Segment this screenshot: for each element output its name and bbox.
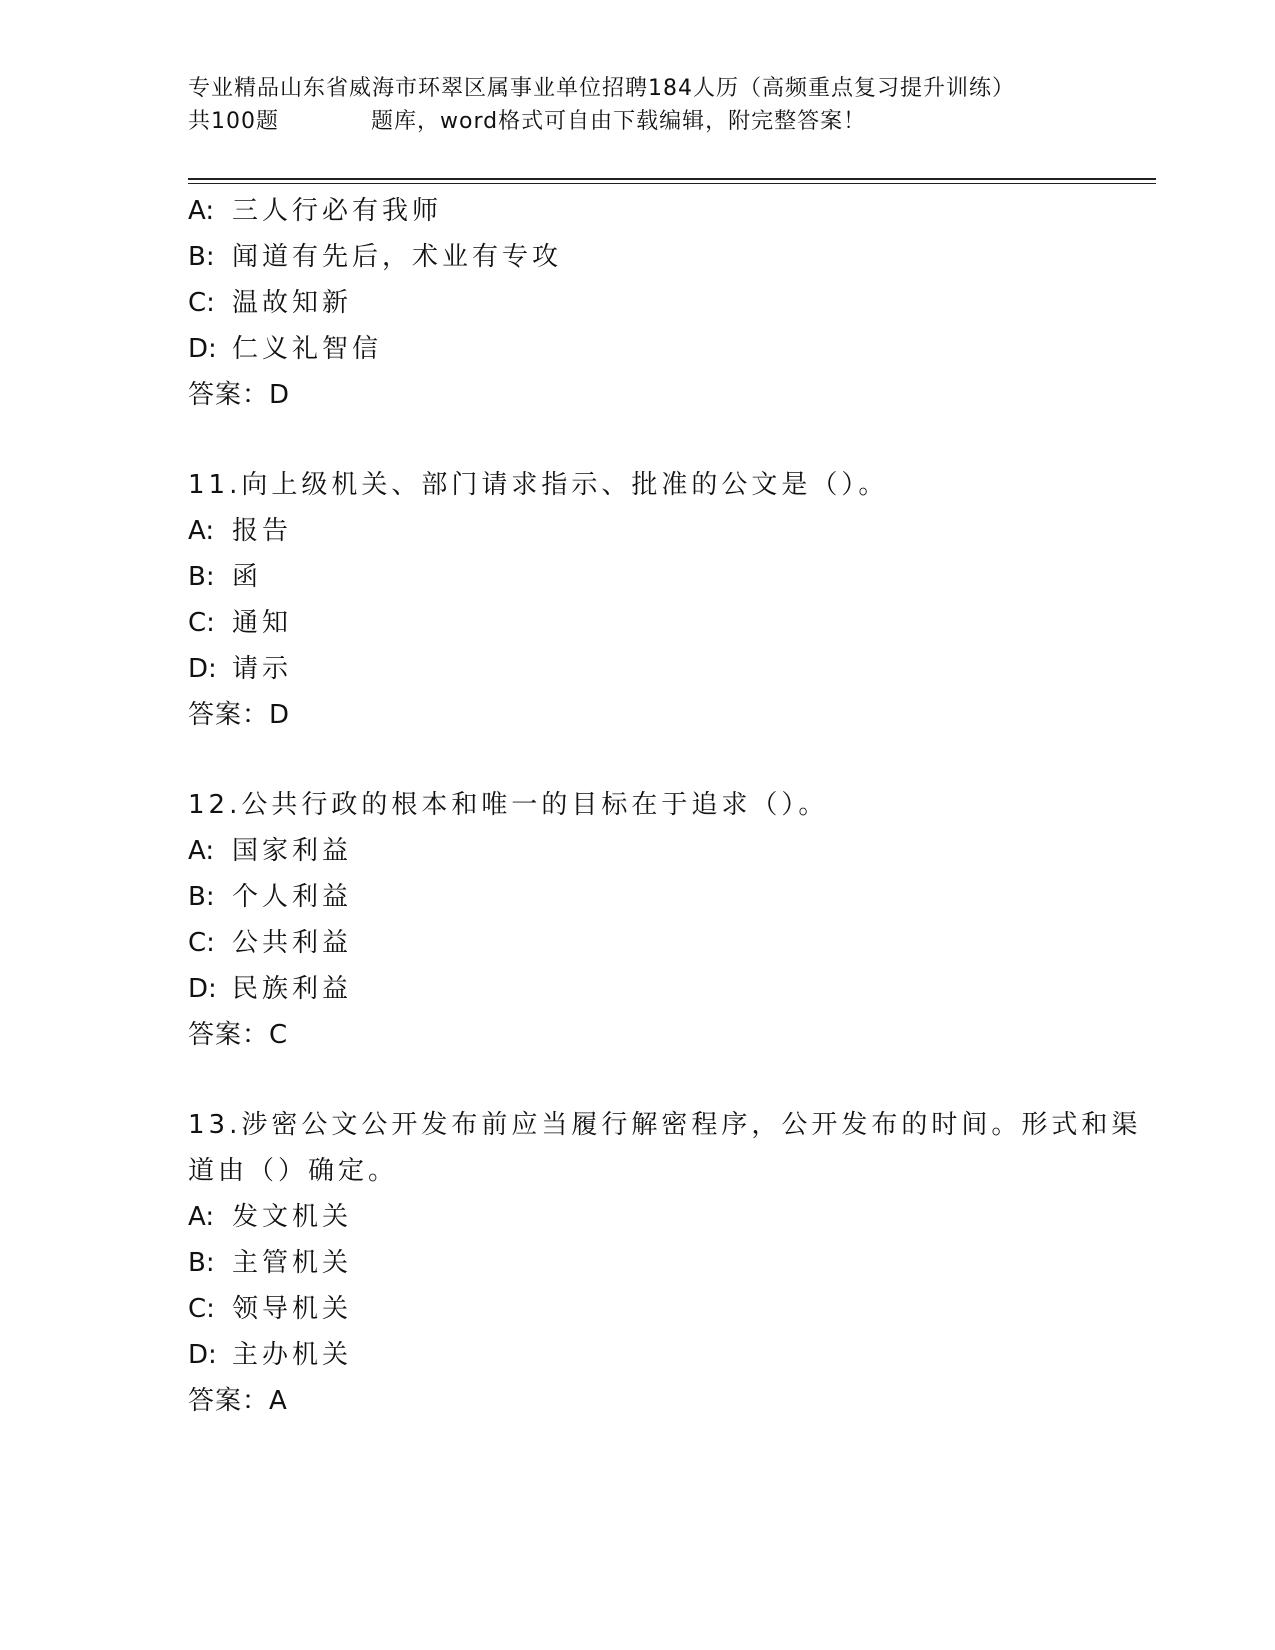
- answer-line: 答案：A: [188, 1386, 288, 1416]
- answer-line: 答案：D: [188, 700, 291, 730]
- header-description: 题库，word格式可自由下载编辑，附完整答案！: [371, 109, 867, 134]
- header-title-line2: [188, 105, 1108, 138]
- option-a: A: 报告: [188, 516, 293, 546]
- answer-line: 答案：D: [188, 380, 291, 410]
- option-a: A: 发文机关: [188, 1202, 353, 1232]
- header-question-count: 共100题: [188, 109, 279, 134]
- document-body: [188, 188, 1148, 1424]
- document-header: [188, 72, 1108, 138]
- question-block-11: [188, 462, 1148, 738]
- question-block-10-continued: [188, 188, 1148, 418]
- question-block-12: [188, 782, 1148, 1058]
- option-a: A: 三人行必有我师: [188, 196, 443, 226]
- option-b: B: 个人利益: [188, 882, 353, 912]
- question-block-13: [188, 1102, 1148, 1424]
- option-c: C: 公共利益: [188, 928, 353, 958]
- header-title-line1: 专业精品山东省威海市环翠区属事业单位招聘184人历（高频重点复习提升训练）: [188, 76, 1015, 101]
- question-stem: 13.涉密公文公开发布前应当履行解密程序，公开发布的时间。形式和渠道由（）确定。: [188, 1110, 1142, 1186]
- question-stem: 11.向上级机关、部门请求指示、批准的公文是（）。: [188, 470, 889, 500]
- option-d: D: 请示: [188, 654, 293, 684]
- answer-line: 答案：C: [188, 1020, 289, 1050]
- option-d: D: 民族利益: [188, 974, 353, 1004]
- question-stem: 12.公共行政的根本和唯一的目标在于追求（）。: [188, 790, 829, 820]
- option-a: A: 国家利益: [188, 836, 353, 866]
- option-c: C: 温故知新: [188, 288, 353, 318]
- option-c: C: 领导机关: [188, 1294, 353, 1324]
- option-b: B: 函: [188, 562, 263, 592]
- option-b: B: 主管机关: [188, 1248, 353, 1278]
- option-d: D: 主办机关: [188, 1340, 353, 1370]
- header-divider: [188, 178, 1156, 184]
- option-d: D: 仁义礼智信: [188, 334, 383, 364]
- option-c: C: 通知: [188, 608, 293, 638]
- option-b: B: 闻道有先后，术业有专攻: [188, 242, 563, 272]
